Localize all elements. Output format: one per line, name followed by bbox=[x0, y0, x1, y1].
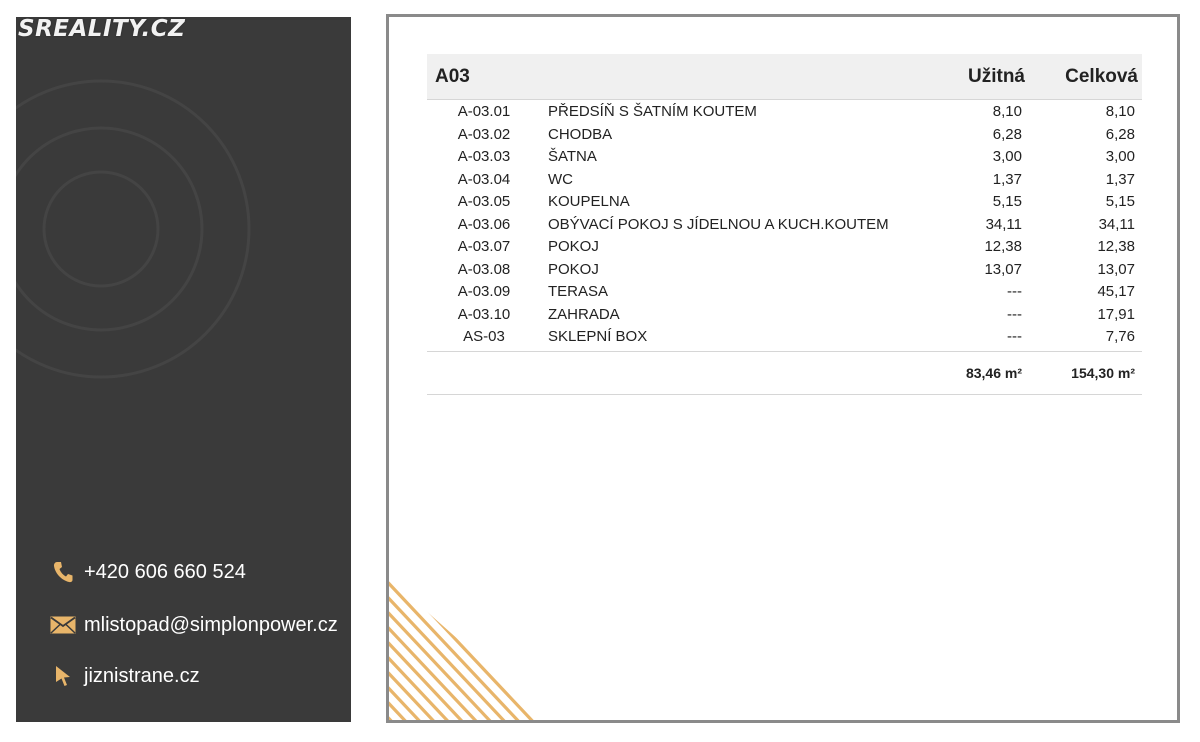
room-name: KOUPELNA bbox=[548, 193, 630, 210]
room-name: PŘEDSÍŇ S ŠATNÍM KOUTEM bbox=[548, 103, 757, 120]
phone-number: +420 606 660 524 bbox=[84, 560, 246, 583]
room-usable-area: 13,07 bbox=[984, 260, 1022, 278]
room-usable-area: --- bbox=[1007, 328, 1022, 345]
room-total-area: 17,91 bbox=[1097, 305, 1135, 323]
total-total-area: 154,30 m² bbox=[1071, 364, 1135, 381]
table-row bbox=[427, 124, 1142, 147]
room-usable-area: 8,10 bbox=[992, 103, 1022, 120]
room-total-area: 3,00 bbox=[1105, 148, 1135, 165]
room-total-area: 8,10 bbox=[1105, 103, 1135, 120]
total-usable-area: 83,46 m² bbox=[965, 364, 1022, 381]
room-name: OBÝVACÍ POKOJ S JÍDELNOU A KUCH.KOUTEM bbox=[548, 215, 889, 233]
table-row bbox=[427, 304, 1142, 327]
table-row bbox=[427, 281, 1142, 304]
room-name: SKLEPNÍ BOX bbox=[548, 328, 648, 345]
room-code: AS-03 bbox=[463, 328, 505, 345]
room-code: A-03.10 bbox=[457, 305, 511, 323]
table-row bbox=[427, 169, 1142, 192]
room-total-area: 5,15 bbox=[1105, 193, 1135, 210]
table-row bbox=[427, 259, 1142, 282]
contact-phone[interactable] bbox=[50, 559, 246, 585]
room-usable-area: --- bbox=[1007, 283, 1022, 300]
room-usable-area: 3,00 bbox=[992, 148, 1022, 165]
room-usable-area: 5,15 bbox=[992, 193, 1022, 210]
room-usable-area: --- bbox=[1007, 305, 1022, 323]
room-usable-area: 12,38 bbox=[984, 238, 1022, 255]
room-usable-area: 1,37 bbox=[992, 170, 1022, 188]
totals-row bbox=[427, 352, 1142, 394]
table-row bbox=[427, 101, 1142, 124]
table-body bbox=[427, 100, 1142, 349]
header-usable-area: Užitná bbox=[968, 66, 1025, 87]
contact-web[interactable] bbox=[50, 663, 200, 689]
contact-sidebar bbox=[16, 17, 351, 722]
table-header bbox=[427, 54, 1142, 100]
room-usable-area: 34,11 bbox=[985, 215, 1022, 233]
room-code: A-03.05 bbox=[457, 193, 511, 210]
email-address: mlistopad@simplonpower.cz bbox=[84, 613, 338, 636]
room-name: ŠATNA bbox=[548, 148, 597, 165]
header-total-area: Celková bbox=[1065, 66, 1138, 87]
room-total-area: 12,38 bbox=[1097, 238, 1135, 255]
room-code: A-03.03 bbox=[457, 148, 511, 165]
room-code: A-03.06 bbox=[457, 215, 511, 233]
table-row bbox=[427, 326, 1142, 349]
table-row bbox=[427, 146, 1142, 169]
unit-title: A03 bbox=[435, 66, 470, 87]
website-link: jiznistrane.cz bbox=[84, 664, 200, 687]
room-total-area: 1,37 bbox=[1105, 170, 1135, 188]
room-total-area: 45,17 bbox=[1097, 283, 1135, 300]
decorative-stripes bbox=[389, 578, 549, 720]
phone-icon bbox=[50, 559, 76, 585]
room-total-area: 6,28 bbox=[1105, 125, 1135, 143]
room-code: A-03.04 bbox=[457, 170, 511, 188]
room-area-table bbox=[427, 54, 1142, 395]
room-table-panel bbox=[386, 14, 1180, 723]
room-name: CHODBA bbox=[548, 125, 613, 143]
envelope-icon bbox=[50, 612, 76, 638]
room-name: POKOJ bbox=[548, 260, 599, 278]
room-total-area: 34,11 bbox=[1098, 215, 1135, 233]
room-name: TERASA bbox=[548, 283, 609, 300]
divider bbox=[427, 394, 1142, 395]
room-code: A-03.07 bbox=[457, 238, 511, 255]
table-row bbox=[427, 191, 1142, 214]
room-name: POKOJ bbox=[548, 238, 599, 255]
table-row bbox=[427, 214, 1142, 237]
room-total-area: 7,76 bbox=[1105, 328, 1135, 345]
room-name: WC bbox=[548, 170, 573, 188]
room-name: ZAHRADA bbox=[548, 305, 620, 323]
room-code: A-03.08 bbox=[457, 260, 511, 278]
room-code: A-03.02 bbox=[457, 125, 511, 143]
contact-email[interactable] bbox=[50, 612, 338, 638]
sreality-watermark: SREALITY.CZ bbox=[18, 16, 186, 42]
table-row bbox=[427, 236, 1142, 259]
cursor-icon bbox=[50, 663, 76, 689]
room-usable-area: 6,28 bbox=[992, 125, 1022, 143]
room-code: A-03.01 bbox=[457, 103, 511, 120]
room-total-area: 13,07 bbox=[1097, 260, 1135, 278]
room-code: A-03.09 bbox=[457, 283, 511, 300]
